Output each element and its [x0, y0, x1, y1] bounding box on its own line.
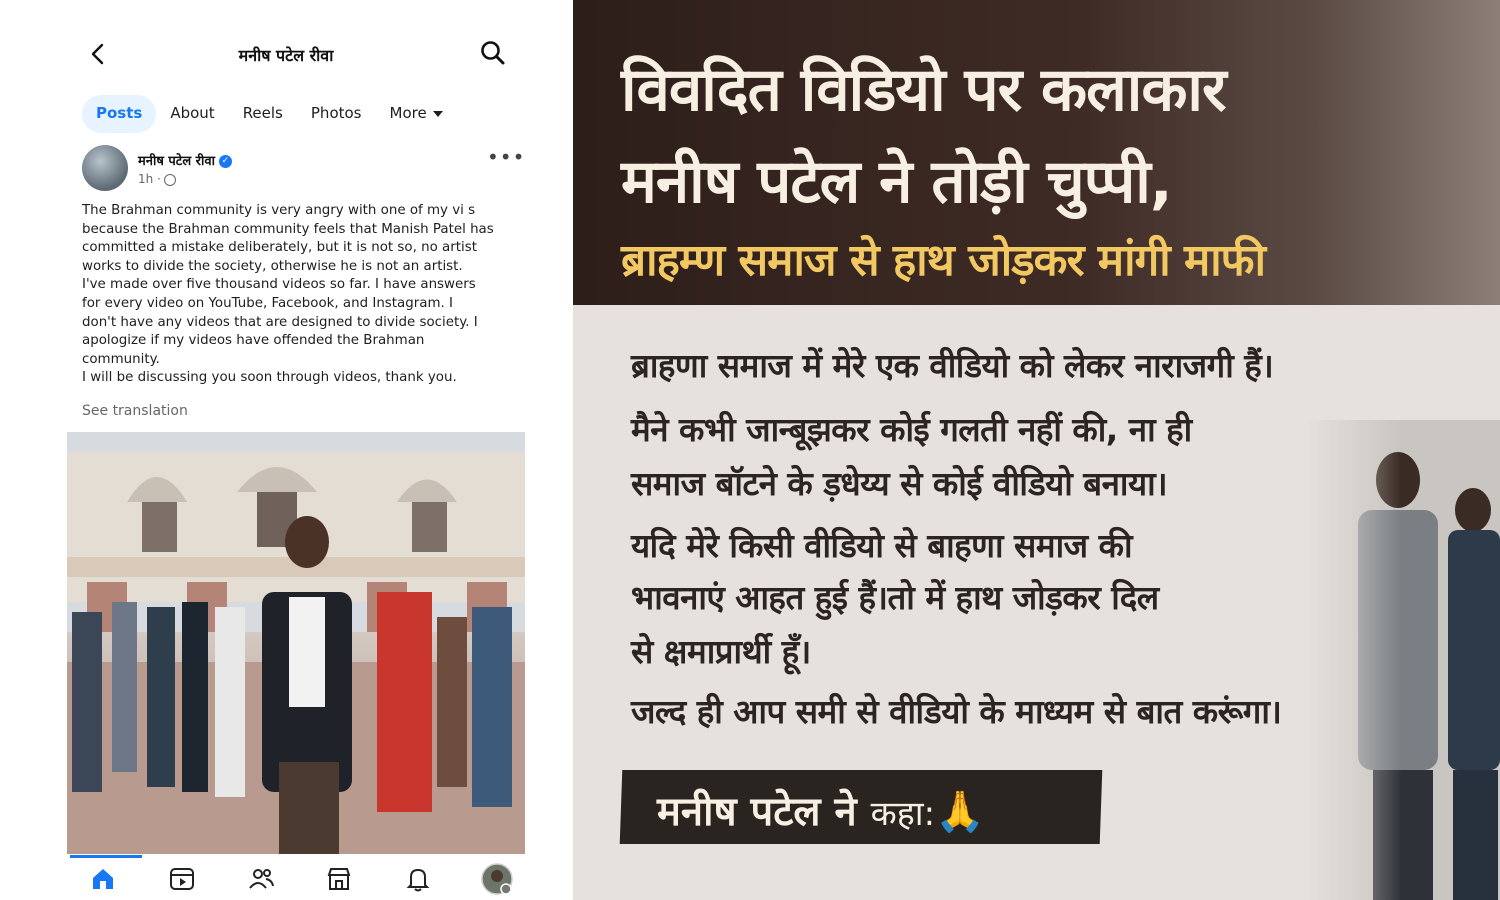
tab-more-label: More [389, 104, 427, 122]
quote-line-1: ब्राहणा समाज में मेरे एक वीडियो को लेकर नाराजगी हैं। [631, 346, 1274, 385]
nav-profile[interactable] [480, 862, 514, 896]
nav-notifications[interactable] [401, 862, 435, 896]
signoff-text [657, 782, 985, 837]
profile-avatar [480, 862, 514, 896]
tab-more[interactable] [376, 95, 457, 133]
nav-home[interactable] [86, 862, 120, 896]
quote-line-6: से क्षमाप्रार्थी हूँ। [631, 632, 811, 671]
headline-line-1: विवदित विडियो पर कलाकार [621, 55, 1226, 125]
page-title: मनीष पटेल रीवा [238, 46, 334, 65]
profile-tabs [82, 95, 457, 133]
facebook-screen [0, 0, 572, 900]
globe-icon [164, 174, 176, 186]
bystanders-image [1303, 420, 1500, 900]
home-icon [89, 865, 117, 893]
post-header [82, 145, 526, 195]
tab-reels[interactable]: Reels [242, 104, 283, 122]
video-icon [168, 865, 196, 893]
top-bar [0, 28, 572, 80]
post-photo-image [67, 432, 525, 854]
nav-marketplace[interactable] [322, 862, 356, 896]
post-photo[interactable] [67, 432, 525, 854]
tab-about[interactable]: About [170, 104, 215, 122]
folded-hands-icon: 🙏 [935, 789, 985, 835]
post-time: 1h · [138, 172, 161, 186]
quote-line-7: जल्द ही आप समी से वीडियो के माध्यम से बात करूंगा। [631, 692, 1282, 731]
news-graphic [573, 0, 1500, 900]
avatar[interactable] [82, 145, 128, 191]
marketplace-icon [325, 865, 353, 893]
post-author[interactable] [138, 151, 232, 169]
caret-down-icon [433, 111, 443, 117]
post-text: The Brahman community is very angry with one of my vi s because the Brahman community feels that Manish Patel has committed a mistake deliberately, but it is not so, no artist works to divide the society, otherwise he is not an artist. I've made over five thousand videos so far. I have answers for every video on YouTube, Facebook, and Instagram. I don't have any videos that are designed to divide society. I apologize if my videos have offended the Brahman community. I will be discussing you soon through videos, thank you. [82, 203, 494, 386]
signoff-said: कहा: [870, 794, 936, 834]
tab-photos[interactable]: Photos [310, 104, 362, 122]
notifications-icon [404, 865, 432, 893]
post-meta [138, 172, 176, 186]
headline-line-3: ब्राहम्ण समाज से हाथ जोड़कर मांगी माफी [621, 235, 1266, 286]
quote-line-4: यदि मेरे किसी वीडियो से बाहणा समाज की [631, 526, 1132, 565]
search-button[interactable] [478, 38, 508, 68]
verified-badge-icon: ✓ [219, 155, 232, 168]
search-icon [478, 38, 508, 68]
quote-line-2: मैने कभी जान्बूझकर कोई गलती नहीं की, ना ही [631, 410, 1192, 449]
bottom-nav [70, 858, 530, 900]
tab-posts[interactable]: Posts [82, 95, 156, 133]
post-author-name: मनीष पटेल रीवा [138, 154, 215, 169]
see-translation-link[interactable]: See translation [82, 403, 188, 419]
nav-video[interactable] [165, 862, 199, 896]
quote-line-3: समाज बॉटने के ड़धेय्य से कोई वीडियो बनाया। [631, 464, 1168, 503]
friends-icon [247, 865, 275, 893]
nav-friends[interactable] [244, 862, 278, 896]
quote-line-5: भावनाएं आहत हुई हैं।तो में हाथ जोड़कर दिल [631, 578, 1159, 617]
post-options-button[interactable]: ••• [487, 145, 526, 169]
headline-line-2: मनीष पटेल ने तोड़ी चुप्पी, [621, 147, 1172, 217]
signoff-name: मनीष पटेल ने [657, 789, 857, 835]
